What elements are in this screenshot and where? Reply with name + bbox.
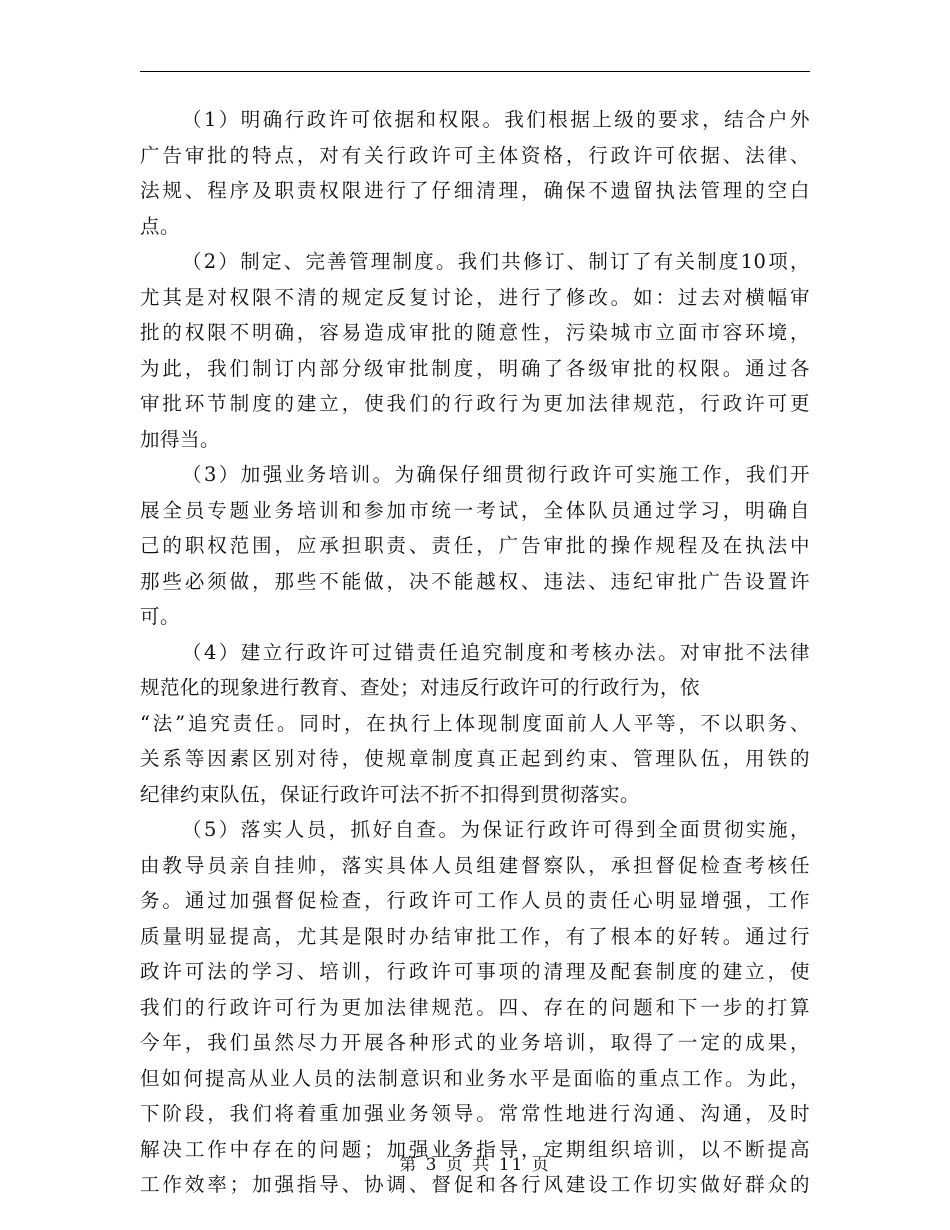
text-line: （4）建立行政许可过错责任追究制度和考核办法。对审批不法律 [182, 640, 810, 664]
header-rule [140, 71, 810, 72]
text-line: 今年，我们虽然尽力开展各种形式的业务培训，取得了一定的成果， [140, 1031, 810, 1054]
text-line: “法”追究责任。同时，在执行上体现制度面前人人平等，不以职务、 [140, 711, 810, 735]
text-line: 那些必须做，那些不能做，决不能越权、违法、违纪审批广告设置许 [140, 569, 810, 593]
text-line: 下阶段，我们将着重加强业务领导。常常性地进行沟通、沟通，及时 [140, 1102, 810, 1125]
text-line: 为此，我们制订内部分级审批制度，明确了各级审批的权限。通过各 [140, 356, 810, 380]
paragraph-2 [140, 244, 810, 457]
text-line: 广告审批的特点，对有关行政许可主体资格，行政许可依据、法律、 [140, 143, 810, 167]
text-line: 解决工作中存在的问题；加强业务指导，定期组织培训，以不断提高 [140, 1137, 810, 1161]
text-line: 展全员专题业务培训和参加市统一考试，全体队员通过学习，明确自 [140, 498, 810, 522]
paragraph-3 [140, 457, 810, 635]
text-line: （3）加强业务培训。为确保仔细贯彻行政许可实施工作，我们开 [182, 463, 810, 486]
text-line: 纪律约束队伍，保证行政许可法不折不扣得到贯彻落实。 [140, 782, 641, 806]
text-line: 尤其是对权限不清的规定反复讨论，进行了修改。如：过去对横幅审 [140, 285, 810, 309]
text-line: 审批环节制度的建立，使我们的行政行为更加法律规范，行政许可更 [140, 392, 810, 415]
text-line: 加得当。 [140, 427, 221, 451]
text-line: 规范化的现象进行教育、查处；对违反行政许可的行政行为，依 [140, 676, 701, 699]
text-line: 工作效率；加强指导、协调、督促和各行风建设工作切实做好群众的 [140, 1173, 810, 1196]
text-line: 法规、程序及职责权限进行了仔细清理，确保不遗留执法管理的空白 [140, 179, 810, 202]
text-line: （5）落实人员，抓好自查。为保证行政许可得到全面贯彻实施， [182, 818, 810, 841]
page-number-footer: 第 3 页 共 11 页 [399, 1155, 551, 1175]
paragraph-1 [140, 102, 810, 244]
paragraph-5 [140, 812, 810, 1203]
text-line: 可。 [140, 605, 181, 628]
text-line: 己的职权范围，应承担职责、责任，广告审批的操作规程及在执法中 [140, 534, 810, 557]
text-line: 务。通过加强督促检查，行政许可工作人员的责任心明显增强，工作 [140, 889, 810, 912]
text-line: 质量明显提高，尤其是限时办结审批工作，有了根本的好转。通过行 [140, 924, 810, 948]
text-line: 批的权限不明确，容易造成审批的随意性，污染城市立面市容环境， [140, 321, 810, 344]
text-line: 但如何提高从业人员的法制意识和业务水平是面临的重点工作。为此， [140, 1066, 810, 1090]
text-line: 政许可法的学习、培训，行政许可事项的清理及配套制度的建立，使 [140, 960, 810, 983]
text-line: （1）明确行政许可依据和权限。我们根据上级的要求，结合户外 [182, 108, 810, 131]
text-line: 由教导员亲自挂帅，落实具体人员组建督察队，承担督促检查考核任 [140, 853, 810, 877]
text-line: 关系等因素区别对待，使规章制度真正起到约束、管理队伍，用铁的 [140, 747, 810, 770]
paragraph-4 [140, 635, 810, 813]
text-line: （2）制定、完善管理制度。我们共修订、制订了有关制度10项， [182, 250, 810, 273]
document-body [140, 102, 810, 1203]
text-line: 点。 [140, 214, 181, 238]
text-line: 我们的行政许可行为更加法律规范。四、存在的问题和下一步的打算 [140, 995, 810, 1019]
